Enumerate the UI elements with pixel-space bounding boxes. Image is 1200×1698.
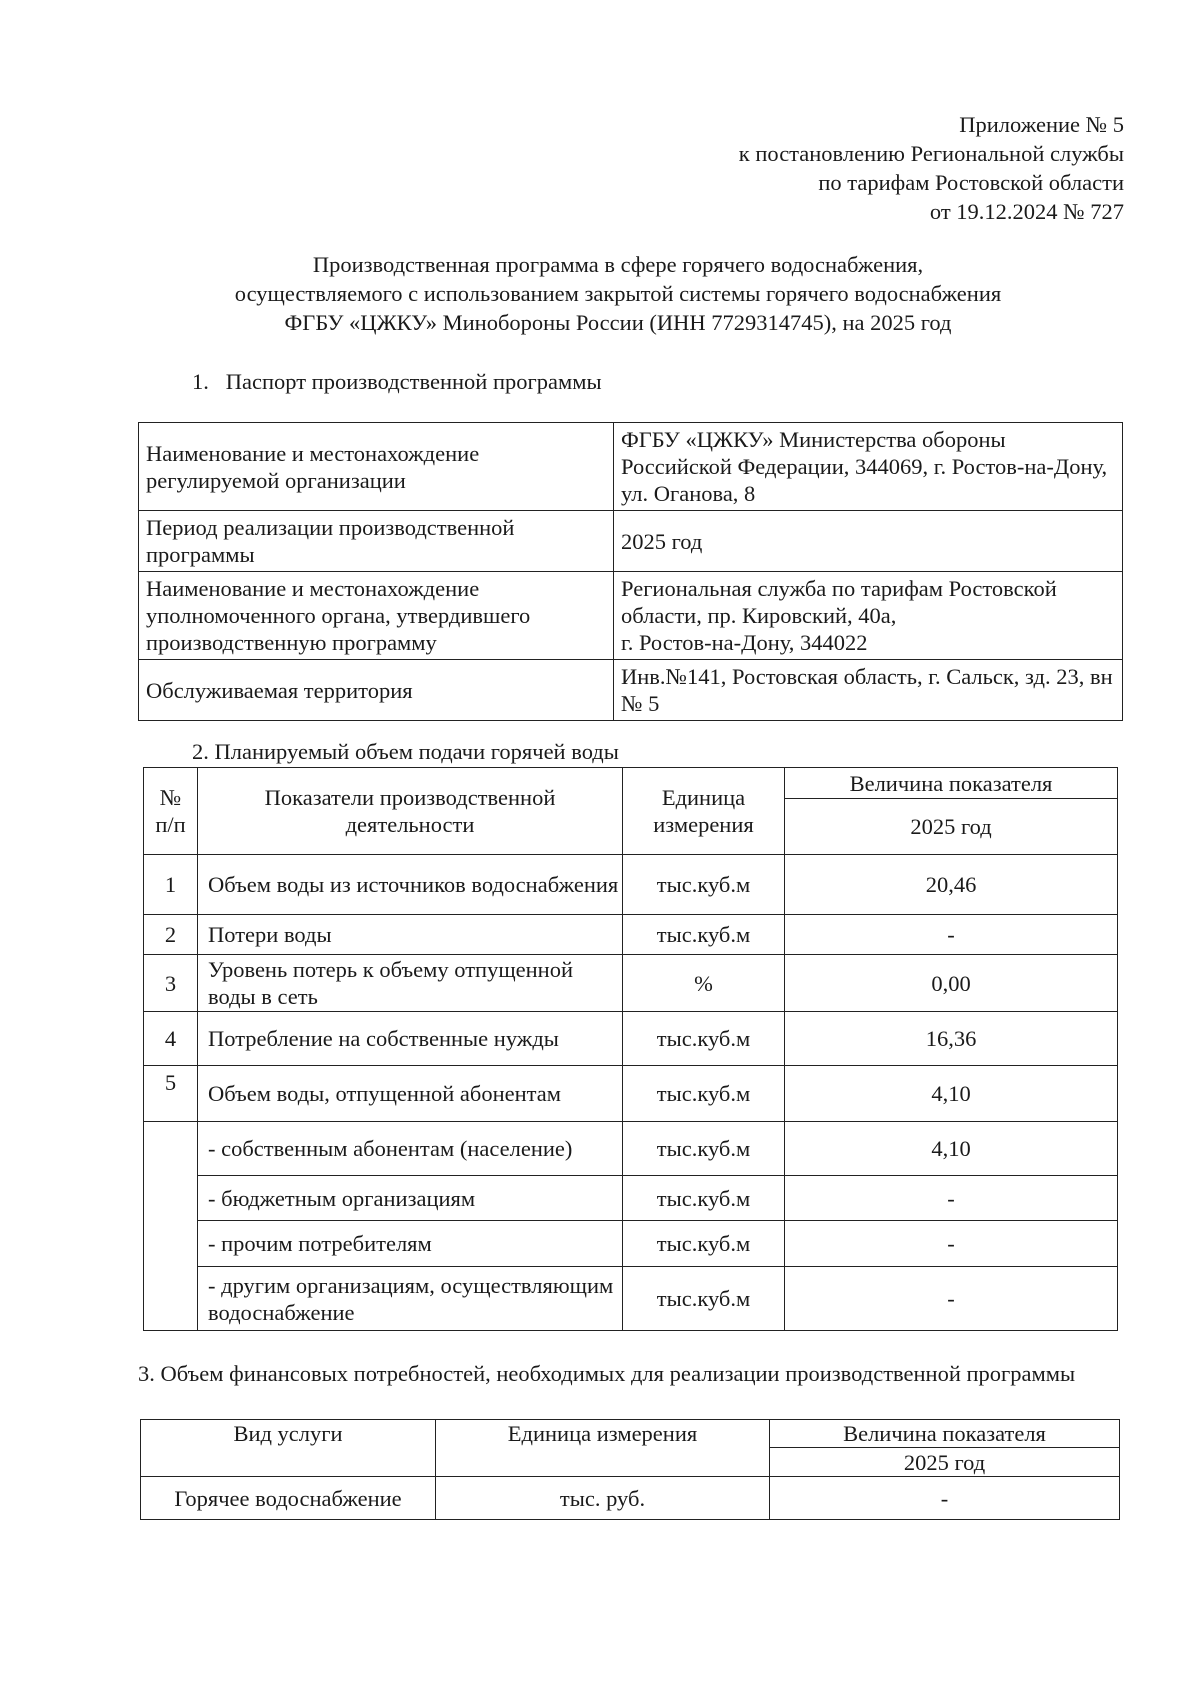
- row-indicator: - прочим потребителям: [198, 1221, 623, 1267]
- table-row: [141, 1477, 1120, 1520]
- table-row: [144, 955, 1118, 1012]
- table-header-row: [144, 768, 1118, 799]
- passport-value: Инв.№141, Ростовская область, г. Сальск, зд. 23, вн № 5: [614, 660, 1123, 721]
- row-unit: %: [623, 955, 785, 1012]
- section-1-title: Паспорт производственной программы: [225, 369, 602, 394]
- section-1-number: 1.: [192, 369, 209, 394]
- table-row: [139, 660, 1123, 721]
- row-value: -: [785, 1176, 1118, 1221]
- passport-label: Наименование и местонахождение уполномоченного органа, утвердившего производственную программу: [139, 572, 614, 660]
- row-indicator: - бюджетным организациям: [198, 1176, 623, 1221]
- row-number: 4: [144, 1012, 198, 1066]
- table-row: [144, 1176, 1118, 1221]
- passport-label: Период реализации производственной программы: [139, 511, 614, 572]
- table-row: [144, 1267, 1118, 1331]
- row-unit: тыс.куб.м: [623, 1122, 785, 1176]
- header-year: 2025 год: [785, 799, 1118, 855]
- title-line-1: Производственная программа в сфере горячего водоснабжения,: [312, 252, 924, 277]
- passport-label: Наименование и местонахождение регулируемой организации: [139, 423, 614, 511]
- row-number: 1: [144, 855, 198, 915]
- row-value: 0,00: [785, 955, 1118, 1012]
- header-number-abbr: п/п: [155, 812, 186, 837]
- table-row: [144, 855, 1118, 915]
- table-row: [139, 572, 1123, 660]
- header-value: Величина показателя: [785, 768, 1118, 799]
- appendix-resolution-ref: к постановлению Региональной службы: [738, 141, 1124, 166]
- header-service: Вид услуги: [141, 1420, 436, 1477]
- row-unit: тыс.куб.м: [623, 1012, 785, 1066]
- row-indicator: - собственным абонентам (население): [198, 1122, 623, 1176]
- table-row: [144, 1066, 1118, 1122]
- document-title: [128, 250, 1108, 337]
- row-service: Горячее водоснабжение: [141, 1477, 436, 1520]
- appendix-number: Приложение № 5: [959, 112, 1124, 137]
- passport-table: [138, 422, 1123, 721]
- row-number: 5: [144, 1066, 198, 1122]
- passport-value-line: г. Ростов-на-Дону, 344022: [621, 630, 868, 655]
- row-value: -: [785, 915, 1118, 955]
- row-indicator: Потери воды: [198, 915, 623, 955]
- header-unit: Единица измерения: [623, 768, 785, 855]
- appendix-date: от 19.12.2024 № 727: [929, 199, 1124, 224]
- financial-needs-table: [140, 1419, 1120, 1520]
- row-number-empty: [144, 1122, 198, 1331]
- row-number: 3: [144, 955, 198, 1012]
- row-value: -: [770, 1477, 1120, 1520]
- table-row: [144, 1012, 1118, 1066]
- table-row: [144, 1221, 1118, 1267]
- row-unit: тыс. руб.: [436, 1477, 770, 1520]
- row-indicator: Объем воды, отпущенной абонентам: [198, 1066, 623, 1122]
- table-row: [139, 511, 1123, 572]
- header-number: [144, 768, 198, 855]
- section-3-heading: 3. Объем финансовых потребностей, необходимых для реализации производственной программы: [138, 1361, 1076, 1386]
- row-unit: тыс.куб.м: [623, 855, 785, 915]
- row-value: -: [785, 1221, 1118, 1267]
- row-indicator: - другим организациям, осуществляющим водоснабжение: [198, 1267, 623, 1331]
- passport-value-line: Региональная служба по тарифам Ростовской области, пр. Кировский, 40а,: [621, 576, 1057, 628]
- table-row: [139, 423, 1123, 511]
- header-indicator: Показатели производственной деятельности: [198, 768, 623, 855]
- appendix-authority: по тарифам Ростовской области: [818, 170, 1124, 195]
- passport-label: Обслуживаемая территория: [139, 660, 614, 721]
- row-unit: тыс.куб.м: [623, 1221, 785, 1267]
- row-unit: тыс.куб.м: [623, 1066, 785, 1122]
- row-indicator: Уровень потерь к объему отпущенной воды в сеть: [198, 955, 623, 1012]
- passport-value: 2025 год: [614, 511, 1123, 572]
- header-number-sign: №: [159, 785, 182, 810]
- row-value: -: [785, 1267, 1118, 1331]
- row-value: 4,10: [785, 1122, 1118, 1176]
- passport-value: [614, 572, 1123, 660]
- row-indicator: Объем воды из источников водоснабжения: [198, 855, 623, 915]
- row-value: 16,36: [785, 1012, 1118, 1066]
- row-unit: тыс.куб.м: [623, 1176, 785, 1221]
- section-1-heading: [192, 368, 602, 396]
- title-line-3: ФГБУ «ЦЖКУ» Минобороны России (ИНН 7729314745), на 2025 год: [284, 310, 952, 335]
- header-value: Величина показателя: [770, 1420, 1120, 1448]
- row-value: 20,46: [785, 855, 1118, 915]
- title-line-2: осуществляемого с использованием закрытой системы горячего водоснабжения: [234, 281, 1002, 306]
- section-2-heading: 2. Планируемый объем подачи горячей воды: [192, 739, 619, 764]
- header-year: 2025 год: [770, 1448, 1120, 1477]
- table-row: [144, 915, 1118, 955]
- passport-value: ФГБУ «ЦЖКУ» Министерства обороны Российской Федерации, 344069, г. Ростов-на-Дону, ул. Оганова, 8: [614, 423, 1123, 511]
- row-indicator: Потребление на собственные нужды: [198, 1012, 623, 1066]
- appendix-header: [739, 110, 1124, 226]
- water-volume-table: [143, 767, 1118, 1331]
- header-unit: Единица измерения: [436, 1420, 770, 1477]
- row-unit: тыс.куб.м: [623, 1267, 785, 1331]
- row-unit: тыс.куб.м: [623, 915, 785, 955]
- row-number: 2: [144, 915, 198, 955]
- row-value: 4,10: [785, 1066, 1118, 1122]
- table-header-row: [141, 1420, 1120, 1448]
- table-row: [144, 1122, 1118, 1176]
